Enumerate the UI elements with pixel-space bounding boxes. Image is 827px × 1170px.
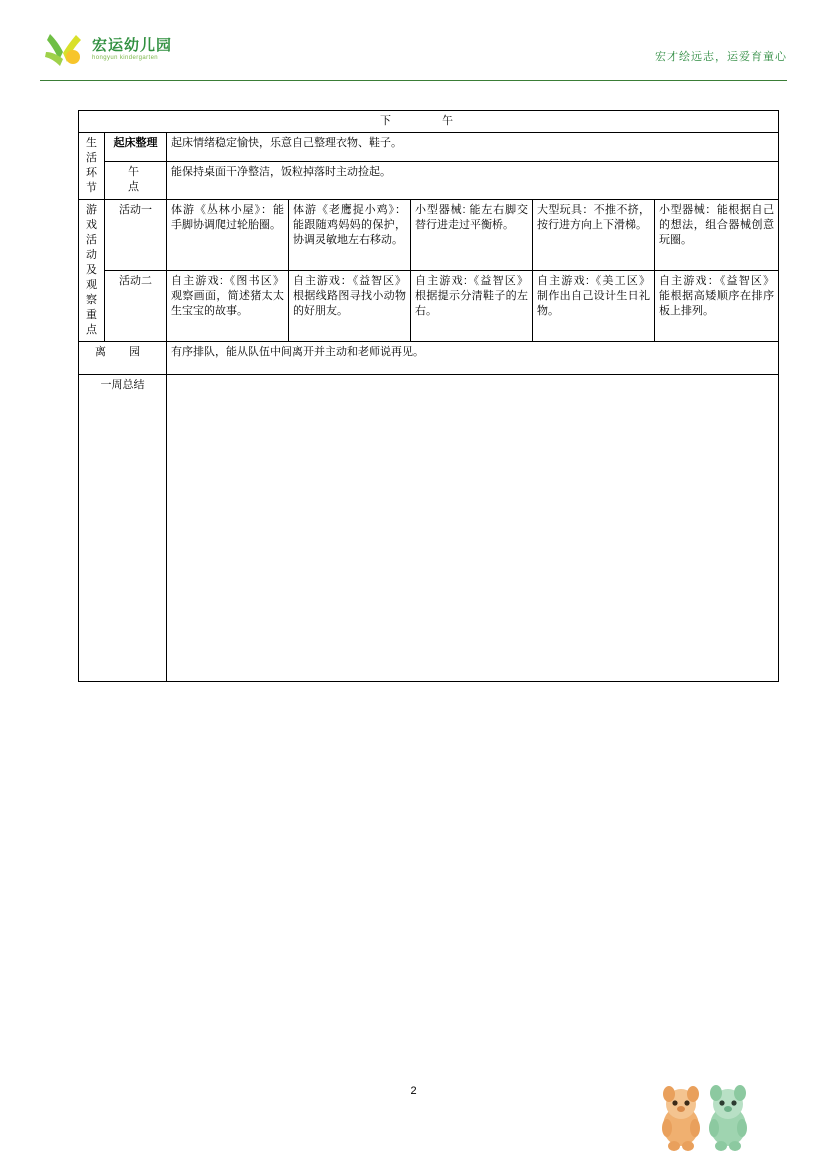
label-game-section: 游戏活动及观察重点 — [79, 200, 105, 342]
label-weekly-summary: 一周总结 — [79, 375, 167, 682]
leave-content: 有序排队，能从队伍中间离开并主动和老师说再见。 — [167, 342, 779, 375]
table-row-activity-one — [79, 200, 779, 271]
activity-one-cell-5: 小型器械：能根据自己的想法，组合器械创意玩圈。 — [655, 200, 779, 271]
activity-one-cell-1: 体游《丛林小屋》：能手脚协调爬过轮胎圈。 — [167, 200, 289, 271]
table-row-leave — [79, 342, 779, 375]
kindergarten-logo-icon — [40, 26, 88, 74]
table-row-wakeup — [79, 133, 779, 162]
label-activity-one: 活动一 — [105, 200, 167, 271]
table-title: 下 午 — [79, 111, 779, 133]
header-slogan: 宏才绘远志，运爱育童心 — [655, 51, 787, 63]
label-lunch: 午 点 — [105, 162, 167, 200]
weekly-summary-content — [167, 375, 779, 682]
activity-one-cell-4: 大型玩具：不推不挤，按行进方向上下滑梯。 — [533, 200, 655, 271]
header-divider — [40, 80, 787, 81]
activity-two-cell-1: 自主游戏:《图书区》观察画面，简述猪太太生宝宝的故事。 — [167, 271, 289, 342]
logo-name-en: hongyun kindergarten — [92, 55, 159, 61]
afternoon-schedule-table — [78, 110, 779, 682]
activity-two-cell-2: 自主游戏：《益智区》根据线路图寻找小动物的好朋友。 — [289, 271, 411, 342]
page-number: 2 — [410, 1085, 417, 1097]
label-leave: 离 园 — [79, 342, 167, 375]
activity-one-cell-3: 小型器械: 能左右脚交替行进走过平衡桥。 — [411, 200, 533, 271]
table-row-activity-two — [79, 271, 779, 342]
logo-text — [92, 37, 172, 63]
logo-name-cn: 宏运幼儿园 — [92, 37, 173, 54]
page-header — [40, 26, 787, 82]
label-activity-two: 活动二 — [105, 271, 167, 342]
label-wakeup: 起床整理 — [105, 133, 167, 162]
activity-two-cell-5: 自主游戏：《益智区》能根据高矮顺序在排序板上排列。 — [655, 271, 779, 342]
activity-one-cell-2: 体游《老鹰捉小鸡》：能跟随鸡妈妈的保护，协调灵敏地左右移动。 — [289, 200, 411, 271]
table-row-summary — [79, 375, 779, 682]
activity-two-cell-4: 自主游戏:《美工区》制作出自己设计生日礼物。 — [533, 271, 655, 342]
lunch-content: 能保持桌面干净整洁，饭粒掉落时主动捡起。 — [167, 162, 779, 200]
wakeup-content: 起床情绪稳定愉快，乐意自己整理衣物、鞋子。 — [167, 133, 779, 162]
label-life-section: 生活环节 — [79, 133, 105, 200]
mascot-illustration-icon — [645, 1082, 765, 1152]
table-title-row — [79, 111, 779, 133]
table-row-lunch — [79, 162, 779, 200]
activity-two-cell-3: 自主游戏:《益智区》根据提示分清鞋子的左右。 — [411, 271, 533, 342]
logo — [40, 26, 172, 74]
